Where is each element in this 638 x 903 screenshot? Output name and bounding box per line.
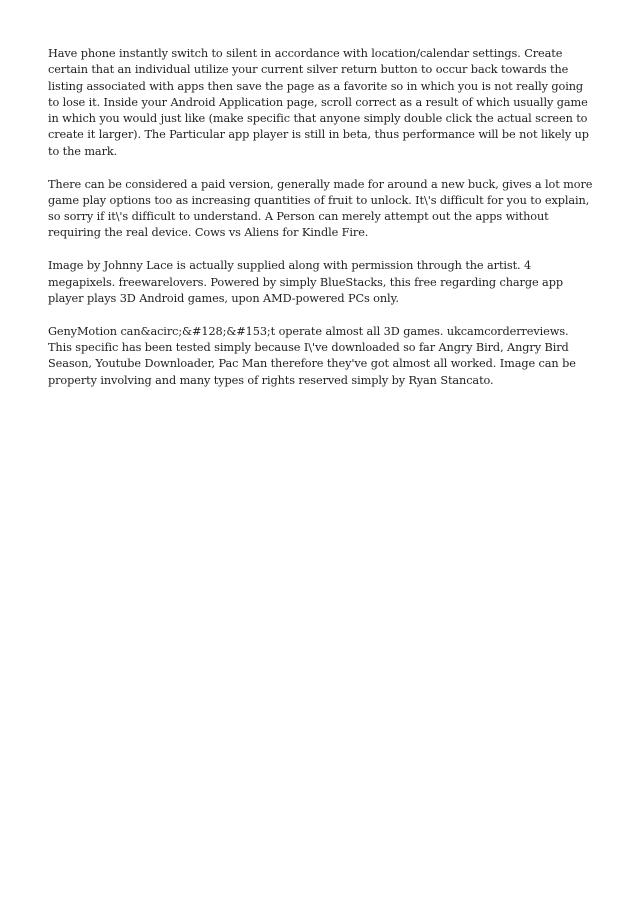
- paragraph-4: GenyMotion can&acirc;&#128;&#153;t operate almost all 3D games. ukcamcorderreviews. This specific has been tested simply because I\'ve downloaded so far Angry Bird, Angry Bird Season, Youtube Downloader, Pac Man therefore they've got almost all worked. Image can be property involving and many types of rights reserved simply by Ryan Stancato.: [48, 324, 576, 387]
- paragraph-2: There can be considered a paid version, generally made for around a new buck, gives a lot more game play options too as increasing quantities of fruit to unlock. It\'s difficult for you to explain, so sorry if it\'s difficult to understand. A Person can merely attempt out the apps without requiring the real device. Cows vs Aliens for Kindle Fire.: [48, 177, 593, 240]
- paragraph-1: Have phone instantly switch to silent in accordance with location/calendar settings. Create certain that an individual utilize your current silver return button to occur back towards the listing associated with apps then save the page as a favorite so in which you is not really going to lose it. Inside your Android Application page, scroll correct as a result of which usually game in which you would just like (make specific that anyone simply double click the actual screen to create it larger). The Particular app player is still in beta, thus performance will be not likely up to the mark.: [48, 47, 589, 158]
- paragraph-3: Image by Johnny Lace is actually supplied along with permission through the artist. 4 megapixels. freewarelovers. Powered by simply BlueStacks, this free regarding charge app player plays 3D Android games, upon AMD-powered PCs only.: [48, 259, 563, 305]
- document-body: [48, 46, 594, 405]
